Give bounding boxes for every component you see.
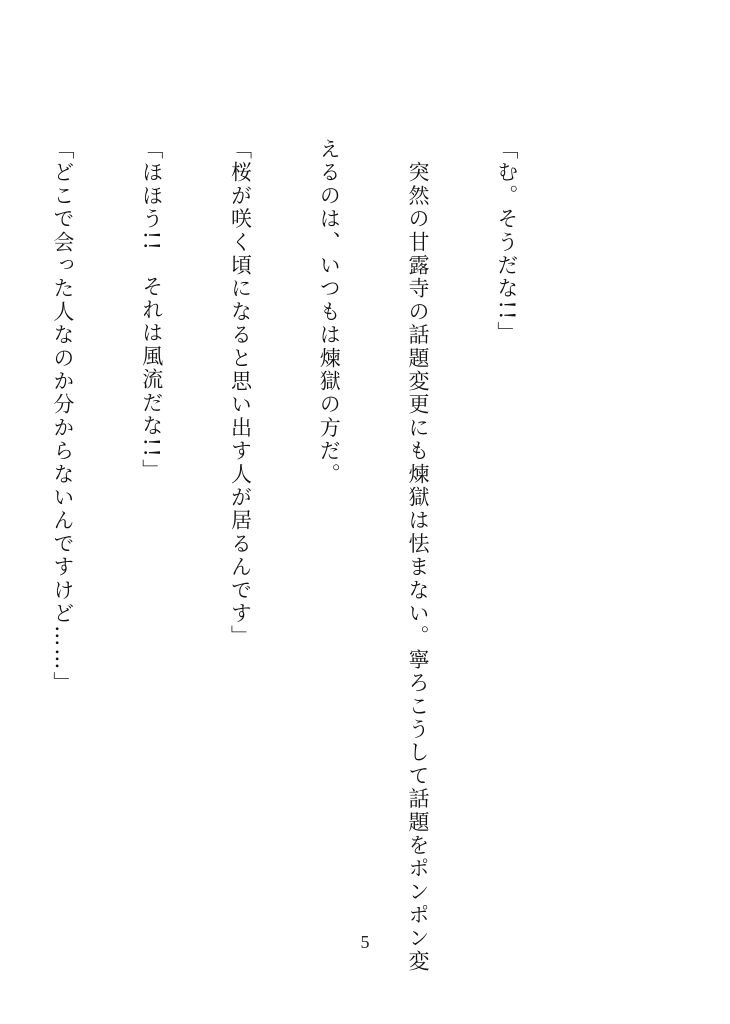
text-line: 「桜が咲く頃になると思い出す人が居るんです」 bbox=[228, 138, 253, 649]
text-line: えるのは、いつもは煉獄の方だ。 bbox=[317, 138, 342, 486]
page-number: 5 bbox=[360, 932, 370, 952]
text-line: 「ほほう!! それは風流だな!!」 bbox=[139, 138, 164, 483]
vertical-text-body bbox=[0, 138, 580, 974]
text-line: 「どこで会った人なのか分からないんですけど……」 bbox=[50, 138, 75, 695]
text-line: 突然の甘露寺の話題変更にも煉獄は怯まない。寧ろこうして話題をポンポン変 bbox=[406, 138, 431, 974]
text-line: 「む。そうだな!!」 bbox=[494, 138, 519, 345]
